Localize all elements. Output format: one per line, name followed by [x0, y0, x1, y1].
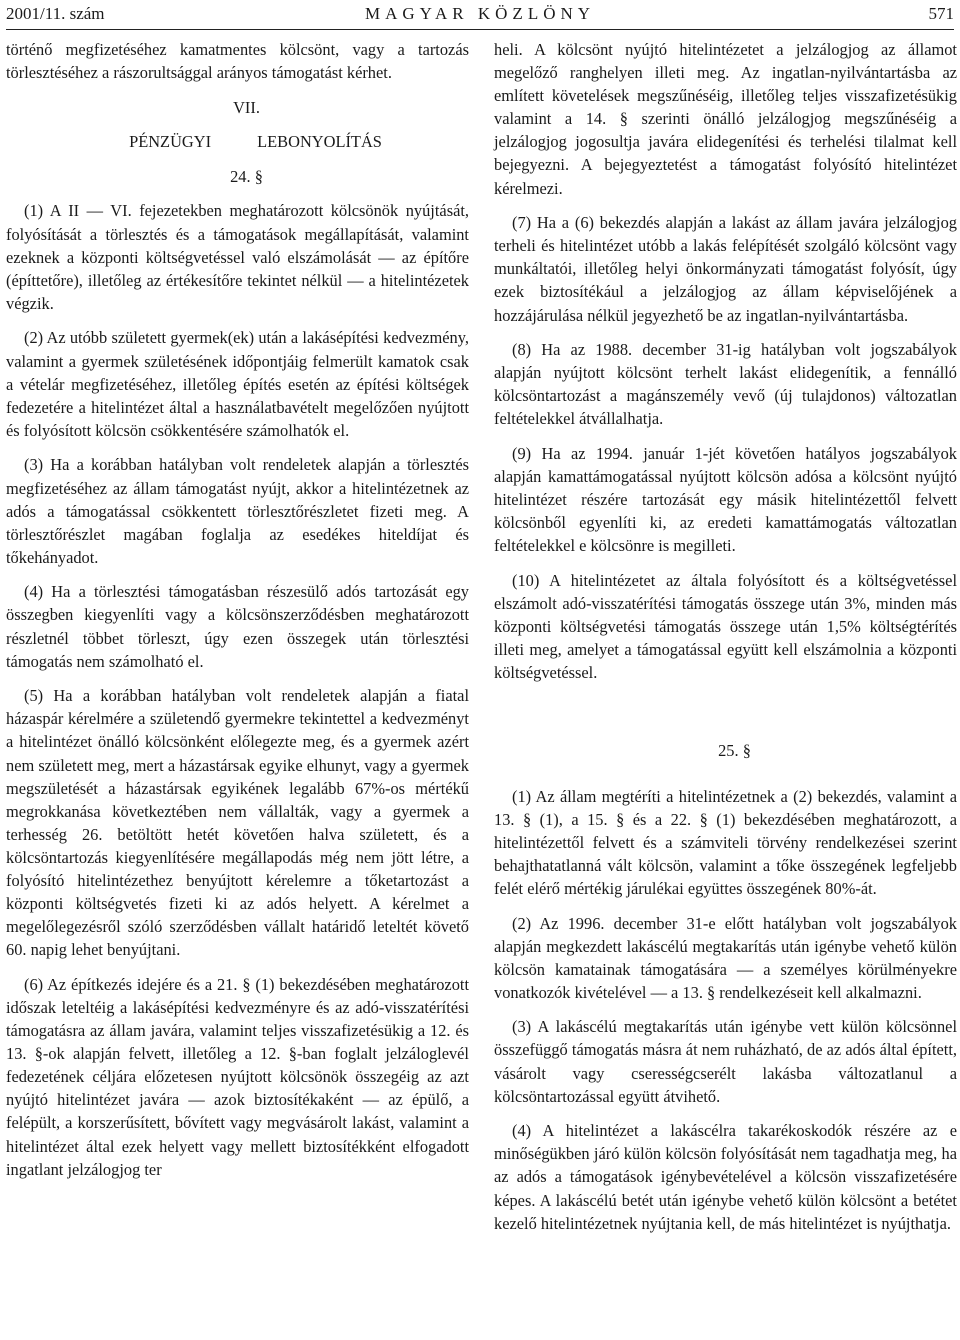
issue-number: 2001/11. szám	[6, 4, 105, 23]
paragraph-25-1: (1) Az állam megtéríti a hitelintézetnek a (2) bekezdés, valamint a 13. § (1), a 15. § és a 22. § (1) bekezdésében meghatározott, a hitelintézettől felvett és a számviteli törvény rendelkezései szerint behajthatatlanná vált kölcsön, valamint a tőke összegének legfeljebb felét elérő mértékig járulékai együttes összegének 80%-át.	[494, 786, 957, 898]
paragraph-24-7: (7) Ha a (6) bekezdés alapján a lakást az állam javára jelzálogjog terheli és hitelintézet utóbb a lakás felépítését szolgáló kölcsönt vagy munkáltatói, illetőleg helyi önkormányzati támogatást folyósít, úgy ezek biztosítékául a jelzálogjog az állam képviselőjének a hozzájárulása nélkül jegyezhető be az ingatlan-nyilvántartásba.	[494, 213, 957, 325]
paragraph-24-5: (5) Ha a korábban hatályban volt rendeletek alapján a fiatal házaspár kérelmére a születendő gyermekre tekintettel a kedvezményt a hitelintézet önálló kölcsönként előlegezte meg, és a gyermek azért nem született meg, mert a házastársak egyike elhunyt, vagy a gyermek megszületését a házastársak egyikének legalább 67%-os mértékű megrokkanása következtében nem vállalták, vagy a gyermek a terhesség 26. betöltött hetét követően halva született, és a kölcsöntartozás kiegyenlítésére megállapodás még nem jött létre, a folyósító hitelintézethez benyújtott kérelemre a tőketartozást a központi költségvetés fizeti ki az adós helyett. A kérelmet a megelőlegezésről szóló szerződésben vállalt határidő leteltét követő 60. napig lehet benyújtani.	[6, 686, 469, 960]
intro-paragraph: történő megfizetéséhez kamatmentes kölcsönt, vagy a tartozás törlesztéséhez a rászorultsággal arányos támogatást kérhet.	[6, 40, 469, 83]
header-rule	[6, 29, 954, 30]
paragraph-24-6-continued: heli. A kölcsönt nyújtó hitelintézetet a jelzálogjog az államot megelőző ranghelyen illeti meg. Az ingatlan-nyilvántartásba az említett követelések megszűnéséig, illetőleg teljes visszafizetésükig valamint a 14. § szerinti önálló jelzálogjog megszűnéséig a jelzálogjog jogosultja javára elidegenítési és terhelési tilalmat kell bejegyezni. A bejegyeztetést a támogatást folyósító hitelintézet kérelmezi.	[494, 40, 957, 198]
paragraph-24-2: (2) Az utóbb született gyermek(ek) után a lakásépítési kedvezmény, valamint a gyermek születésének időpontjáig felmerült kamatok csak a vételár megfizetéséhez, illetőleg építés esetén az építési költségek fedezetére a hitelintézet által a használatbavételt megelőzően nyújtott és folyósított kölcsön csökkentésére számolhatók el.	[6, 328, 469, 440]
section-number-24: 24. §	[230, 166, 263, 186]
chapter-title	[6, 130, 469, 153]
page-header	[6, 3, 954, 27]
paragraph-25-2: (2) Az 1996. december 31-e előtt hatályban volt jogszabályok alapján megkezdett lakáscélú megtakarítás után igénybe vehető külön kölcsön kamatainak támogatására — a személyes körülményekre vonatkozók kivételével — a 13. § rendelkezéseit kell alkalmazni.	[494, 913, 957, 1002]
paragraph-25-4: (4) A hitelintézet a lakáscélra takarékoskodók részére az e minőségükben járó külön kölcsön folyósítását nem tagadhatja meg, ha az adós a támogatások igénybevételével a kölcsön visszafizetésére képes. A lakáscélú betét után igénybe vehető külön kölcsönt a betétet kezelő hitelintézetnek nyújtania kell, de más hitelintézet is nyújthatja.	[494, 1121, 957, 1233]
section-number-25: 25. §	[718, 741, 751, 761]
right-column	[494, 38, 957, 1246]
chapter-number: VII.	[233, 97, 260, 117]
left-column	[6, 38, 469, 1192]
chapter-title-word-1: PÉNZÜGYI	[129, 132, 212, 152]
page-number: 571	[928, 4, 954, 23]
chapter-title-word-2: LEBONYOLÍTÁS	[257, 132, 382, 152]
paragraph-24-9: (9) Ha az 1994. január 1-jét követően hatályos jogszabályok alapján kamattámogatással nyújtott kölcsön adósa a kölcsönt nyújtó hitelintézet részére tartozását egy másik hitelintézettől felvett kölcsönből egyenlíti ki, az eredeti kamattámogatás változatlan feltételekkel e kölcsönre is megilleti.	[494, 444, 957, 556]
paragraph-24-1: (1) A II — VI. fejezetekben meghatározott kölcsönök nyújtását, folyósítását a törlesztés és a támogatások megállapítását, valamint ezeknek a központi költségvetéssel való elszámolását — az építőre (építtetőre), illetőleg az értékesítőre tekintet nélkül — a hitelintézetek végzik.	[6, 201, 469, 313]
paragraph-24-6: (6) Az építkezés idejére és a 21. § (1) bekezdésében meghatározott időszak leteltéig a lakásépítési kedvezményre és az adó-visszatérítési támogatásra az állam javára, valamint teljes visszafizetésükig a 12. és 13. §-ok alapján felvett, illetőleg a 12. §-ban foglalt jelzáloglevél fedezetének céljára előzetesen nyújtott kölcsönök összegéig az azt nyújtó hitelintézet javára — azok biztosítékaként — az épülő, a felépült, a korszerűsített, bővített vagy megvásárolt lakást, valamint a hitelintézet által ezek helyett vagy mellett biztosítékként elfogadott ingatlant jelzálogjog ter	[6, 974, 469, 1179]
paragraph-24-3: (3) Ha a korábban hatályban volt rendeletek alapján a törlesztés megfizetéséhez az állam támogatást nyújt, akkor a hitelintézetnek az adós a támogatással csökkentett törlesztőrészletet fizeti meg. A törlesztőrészlet magában foglalja az esedékes hiteldíjat és tőkehányadot.	[6, 455, 469, 567]
paragraph-24-10: (10) A hitelintézetet az általa folyósított és a költségvetéssel elszámolt adó-visszatérítési támogatás összege után 3%, minden más központi költségvetési támogatás összege után 1,5% költségtérítés illeti meg, amelyet a támogatással együtt kell elszámolnia a központi költségvetéssel.	[494, 570, 957, 683]
paragraph-24-8: (8) Ha az 1988. december 31-ig hatályban volt jogszabályok alapján nyújtott kölcsönt terhelt lakást elidegenítik, a fennálló kölcsöntartozást a magánszemély vevő (új tulajdonos) változatlan feltételekkel átvállalhatja.	[494, 340, 957, 429]
paragraph-25-3: (3) A lakáscélú megtakarítás után igénybe vett külön kölcsönnel összefüggő támogatás másra át nem ruházható, de az adós által épített, vásárolt vagy cserességcserélt lakásba változatlanul a kölcsöntartozással együtt átvihető.	[494, 1017, 957, 1106]
paragraph-24-4: (4) Ha a törlesztési támogatásban részesülő adós tartozását egy összegben kiegyenlíti vagy a kölcsönszerződésben meghatározott részletnél többet törleszt, úgy ezen összegek után törlesztési támogatás nem számolható el.	[6, 582, 469, 671]
journal-title: MAGYAR KÖZLÖNY	[364, 4, 596, 23]
